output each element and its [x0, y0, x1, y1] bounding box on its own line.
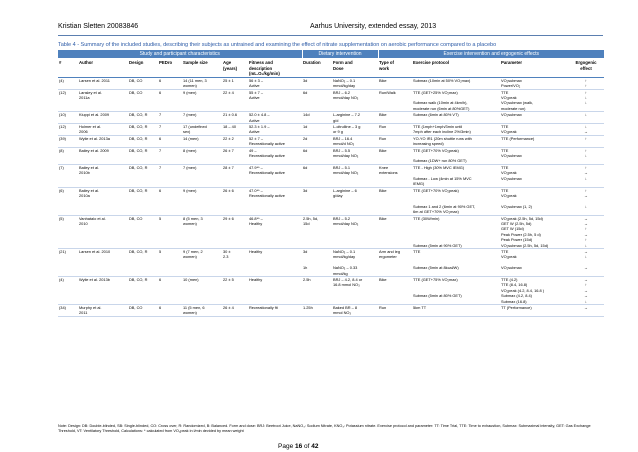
- study-number: (8): [58, 147, 78, 164]
- author-cell: Larsen et al. 2010: [78, 248, 128, 276]
- fitness-cell: 47.0** – Recreationally active: [248, 187, 302, 215]
- parameter-cell: TTE VO₂peak: [500, 124, 568, 136]
- age-cell: 29 ± 6: [222, 215, 248, 248]
- design-cell: DB, CO, R: [128, 248, 158, 276]
- design-cell: DB, CO: [128, 305, 158, 317]
- table-row: [58, 187, 604, 215]
- duration-cell: 3d: [302, 77, 332, 89]
- duration-cell: 3d: [302, 187, 332, 215]
- author-cell: Vanhatalo et al. 2010: [78, 215, 128, 248]
- sample-size-cell: 9 (men): [182, 89, 222, 112]
- header-institution: Aarhus University, extended essay, 2013: [310, 23, 437, 30]
- column-header-row: [58, 58, 604, 77]
- parameter-cell: VO₂peak (2.5h, 5d, 15d) GET W (2.5h, 5d) GET W (15d) Peak Power (2.5h, 5 d) Peak Power (15d) VO₂submax (2.5h, 5d, 15d): [500, 215, 568, 248]
- work-type-cell: Bike: [378, 215, 412, 248]
- column-header: Age (years): [222, 58, 248, 77]
- age-cell: 26 ± 4: [222, 305, 248, 317]
- protocol-cell: TTE (GET+70% VO₂peak) Submax (1DW+ run 80% GET): [412, 147, 500, 164]
- study-number: (5): [58, 215, 78, 248]
- parameter-cell: TTE VO₂submax: [500, 147, 568, 164]
- column-header: Sample size: [182, 58, 222, 77]
- work-type-cell: Bike: [378, 112, 412, 124]
- design-cell: DB, CO, R: [128, 147, 158, 164]
- fitness-cell: 52.0 ± 4.8 – Active: [248, 112, 302, 124]
- page-current: 16: [295, 443, 303, 450]
- pedro-cell: 6: [158, 187, 182, 215]
- pedro-cell: 6: [158, 135, 182, 147]
- age-cell: 25 ± 1: [222, 77, 248, 89]
- fitness-cell: 46.8** – Healthy: [248, 215, 302, 248]
- duration-cell: 1.25h: [302, 305, 332, 317]
- pedro-cell: 6: [158, 89, 182, 112]
- form-dose-cell: BRJ – 4.2, 8.4 or 16.8 mmol NO₃: [332, 277, 378, 305]
- duration-cell: 3d 1h: [302, 248, 332, 276]
- age-cell: 18 – 40: [222, 124, 248, 136]
- work-type-cell: Arm and leg ergometer: [378, 248, 412, 276]
- form-dose-cell: L-citrulline – 3 g or 9 g: [332, 124, 378, 136]
- table-body: [58, 77, 604, 316]
- design-cell: DB, CO, R: [128, 164, 158, 187]
- work-type-cell: Bike: [378, 147, 412, 164]
- sample-size-cell: 14 (11 men, 3 women): [182, 77, 222, 89]
- effect-cell: → ↓ →: [568, 248, 604, 276]
- author-cell: Bailey et al. 2010a: [78, 187, 128, 215]
- study-number: (12): [58, 124, 78, 136]
- form-dose-cell: BRJ – 5.1 mmol/day NO₃: [332, 164, 378, 187]
- sample-size-cell: 14 (men): [182, 135, 222, 147]
- page-number: [278, 443, 319, 450]
- effect-cell: → ↑ → → ↓: [568, 277, 604, 305]
- duration-cell: 2.5h, 5d, 15d: [302, 215, 332, 248]
- column-header: Duration: [302, 58, 332, 77]
- design-cell: DB, CO: [128, 89, 158, 112]
- duration-cell: 6d: [302, 89, 332, 112]
- table-row: [58, 305, 604, 317]
- effect-cell: ↓: [568, 112, 604, 124]
- fitness-cell: Healthy: [248, 277, 302, 305]
- parameter-cell: TT (Performance): [500, 305, 568, 317]
- parameter-cell: TTE VO₂peak VO₂submax: [500, 164, 568, 187]
- study-number: (4): [58, 77, 78, 89]
- column-header: Exercise protocol: [412, 58, 500, 77]
- form-dose-cell: BRJ – 6.2 mmol/day NO₃: [332, 89, 378, 112]
- protocol-cell: 5km TT: [412, 305, 500, 317]
- protocol-cell: TTE (GET+25% VO₂max) Submax walk (10min at 4km/h), moderate run (6min at 80%GET): [412, 89, 500, 112]
- design-cell: DB, CO, R: [128, 112, 158, 124]
- column-header: #: [58, 58, 78, 77]
- parameter-cell: TTE (Performance): [500, 135, 568, 147]
- author-cell: Wylie et al. 2013b: [78, 277, 128, 305]
- parameter-cell: VO₂submax Power/VO₂: [500, 77, 568, 89]
- duration-cell: 2.5h: [302, 277, 332, 305]
- protocol-cell: TTE (GET+70% VO₂peak) Submax 1 and 2 (6min at 90% GET, 6m at GET+70% VO₂max): [412, 187, 500, 215]
- form-dose-cell: L-arginine – 6 g/day: [332, 187, 378, 215]
- sample-size-cell: 17 (undefined sex): [182, 124, 222, 136]
- pedro-cell: 6: [158, 77, 182, 89]
- work-type-cell: Bike: [378, 187, 412, 215]
- duration-cell: 2d: [302, 135, 332, 147]
- design-cell: DB, CO, R: [128, 124, 158, 136]
- fitness-cell: 55 ± 7 – Active: [248, 89, 302, 112]
- page-prefix: Page: [278, 443, 295, 450]
- group-header-row: [58, 50, 604, 58]
- effect-cell: ↓ →: [568, 124, 604, 136]
- form-dose-cell: BRJ – 5.5 mmol/day NO₃: [332, 147, 378, 164]
- pedro-cell: 7: [158, 112, 182, 124]
- study-number: (6): [58, 187, 78, 215]
- author-cell: Kiuppi et al. 2009: [78, 112, 128, 124]
- effect-cell: ↑ → ↓: [568, 164, 604, 187]
- study-number: (34): [58, 305, 78, 317]
- sample-size-cell: 10 (men): [182, 277, 222, 305]
- sample-size-cell: 9 (7 men, 2 women): [182, 248, 222, 276]
- table-row: [58, 89, 604, 112]
- column-header: Ergogenic effect: [568, 58, 604, 77]
- form-dose-cell: BRJ – 16.4 mmol/d NO₃: [332, 135, 378, 147]
- header-divider: [58, 35, 603, 36]
- parameter-cell: TTE VO₂peak VO₂submax (walk, moderate run): [500, 89, 568, 112]
- protocol-cell: Submax (10min at 50% VO₂max): [412, 77, 500, 89]
- table-footnote: Note: Design: DB: Double-blinded, SB: Single-blinded, CO: Cross over, R: Randomized, B: Balanced. Form and dose: BRJ: Beetroot Juice, NaNO₃: Sodium Nitrate, KNO₃: Potassium nitrate. Exercise protocol and parameter: TT: Time Trial, TTE: Time to exhaustion, Submax: Submaximal intensity, GET: Gas Exchange Threshold, VT: Ventilatory Threshold, Calculations: * calculated from VO₂peak in l/min devided by mean weight: [58, 424, 591, 434]
- column-header: Parameter: [500, 58, 568, 77]
- protocol-cell: Submax (6min at 80% VT): [412, 112, 500, 124]
- column-header: Fitness and description (mL.O₂/kg/min): [248, 58, 302, 77]
- pedro-cell: 6: [158, 277, 182, 305]
- effect-cell: ↑ ↓: [568, 147, 604, 164]
- pedro-cell: 5: [158, 248, 182, 276]
- sample-size-cell: 7 (men): [182, 164, 222, 187]
- age-cell: 26 ± 6: [222, 187, 248, 215]
- author-cell: Holmer et al. 2006: [78, 124, 128, 136]
- protocol-cell: TTE Submax (5min at 8kcal/W): [412, 248, 500, 276]
- group-header-diet: Dietary intervention: [302, 50, 378, 58]
- studies-table: [58, 50, 604, 317]
- pedro-cell: 7: [158, 124, 182, 136]
- column-header: Author: [78, 58, 128, 77]
- fitness-cell: 49 – Recreationally active: [248, 147, 302, 164]
- work-type-cell: Run: [378, 135, 412, 147]
- work-type-cell: Bike: [378, 277, 412, 305]
- age-cell: 26 ± 7: [222, 147, 248, 164]
- header-author: Kristian Sletten 20083846: [58, 23, 139, 30]
- sample-size-cell: 11 (5 men, 6 women): [182, 305, 222, 317]
- study-number: (7): [58, 164, 78, 187]
- work-type-cell: Knee extensions: [378, 164, 412, 187]
- effect-cell: ↑ ↓ ↓: [568, 89, 604, 112]
- work-type-cell: Run: [378, 124, 412, 136]
- table-row: [58, 164, 604, 187]
- pedro-cell: 7: [158, 164, 182, 187]
- page-total: 42: [311, 443, 319, 450]
- table-row: [58, 277, 604, 305]
- effect-cell: → → ↑ → ↑ ↓: [568, 215, 604, 248]
- table-row: [58, 147, 604, 164]
- design-cell: DB, CO, R: [128, 135, 158, 147]
- form-dose-cell: NaNO₃ – 0.1 mmol/kg/day: [332, 77, 378, 89]
- age-cell: 22 ± 5: [222, 277, 248, 305]
- age-cell: 28 ± 7: [222, 164, 248, 187]
- author-cell: Bailey et al. 2010b: [78, 164, 128, 187]
- duration-cell: 1d: [302, 124, 332, 136]
- protocol-cell: YO-YO IR1 (20m shuttle runs with increasing speed): [412, 135, 500, 147]
- duration-cell: 6d: [302, 147, 332, 164]
- author-cell: Bailey et al. 2009: [78, 147, 128, 164]
- fitness-cell: Healthy: [248, 248, 302, 276]
- pedro-cell: 5: [158, 215, 182, 248]
- column-header: Type of work: [378, 58, 412, 77]
- table-caption: Table 4 - Summary of the included studies, describing their subjects as untrained and examining the effect of nitrate supplementation on aerobic performance compared to a placebo: [58, 42, 497, 48]
- column-header: Form and Dose: [332, 58, 378, 77]
- effect-cell: ↑: [568, 135, 604, 147]
- author-cell: Wylie et al. 2013a: [78, 135, 128, 147]
- form-dose-cell: NaNO₃ – 0.1 mmol/kg/day NaNO₃ – 0.33 mmol/kg: [332, 248, 378, 276]
- protocol-cell: TTE (30W/min) Submax (5min at 90% GET): [412, 215, 500, 248]
- work-type-cell: Bike: [378, 77, 412, 89]
- study-number: (21): [58, 248, 78, 276]
- page-of: of: [302, 443, 312, 450]
- protocol-cell: TTE (1mph+1mph/3min until 7mph after each incline 2%/3min): [412, 124, 500, 136]
- author-cell: Lansley et al. 2011a: [78, 89, 128, 112]
- sample-size-cell: 8 (5 men, 3 women): [182, 215, 222, 248]
- sample-size-cell: 7 (men): [182, 112, 222, 124]
- fitness-cell: 56 ± 3 – Active: [248, 77, 302, 89]
- age-cell: 21 ± 0.6: [222, 112, 248, 124]
- form-dose-cell: BRJ – 5.2 mmol/day NO₃: [332, 215, 378, 248]
- parameter-cell: TTE VO₂peak VO₂submax (1, 2): [500, 187, 568, 215]
- sample-size-cell: 9 (men): [182, 187, 222, 215]
- effect-cell: ↑ → ↓: [568, 187, 604, 215]
- fitness-cell: 47.9** – Recreationally active: [248, 164, 302, 187]
- group-header-study: Study and participant characteristics: [58, 50, 302, 58]
- group-header-exercise: Exercise intervention and ergogenic effects: [378, 50, 604, 58]
- study-number: (39): [58, 135, 78, 147]
- protocol-cell: TTE (GET+75% VO₂max) Submax (5min at 80% GET): [412, 277, 500, 305]
- effect-cell: →: [568, 305, 604, 317]
- parameter-cell: TTE VO₂peak VO₂submax: [500, 248, 568, 276]
- design-cell: DB, CO, R: [128, 277, 158, 305]
- fitness-cell: 52.3 ± 1.9 – Active: [248, 124, 302, 136]
- pedro-cell: 6: [158, 305, 182, 317]
- design-cell: DB, CO, R: [128, 187, 158, 215]
- column-header: PEDro: [158, 58, 182, 77]
- study-number: (12): [58, 89, 78, 112]
- age-cell: 22 ± 2: [222, 135, 248, 147]
- age-cell: 30 ± 2.3: [222, 248, 248, 276]
- table-row: [58, 135, 604, 147]
- form-dose-cell: Baked BR – 8 mmol NO₃: [332, 305, 378, 317]
- effect-cell: ↑ ↑: [568, 77, 604, 89]
- duration-cell: 6d: [302, 164, 332, 187]
- form-dose-cell: L-arginine – 7.2 g/d: [332, 112, 378, 124]
- parameter-cell: TTE (4.2) TTE (8.4, 16.8) VO₂peak (4.2, 8.4, 16.8 ) Submax (4.2, 8.4) Submax (16.8): [500, 277, 568, 305]
- sample-size-cell: 8 (men): [182, 147, 222, 164]
- work-type-cell: Run/Walk: [378, 89, 412, 112]
- study-number: (10): [58, 112, 78, 124]
- study-number: (4): [58, 277, 78, 305]
- column-header: Design: [128, 58, 158, 77]
- design-cell: DB, CO: [128, 77, 158, 89]
- design-cell: DB, CO: [128, 215, 158, 248]
- table-row: [58, 112, 604, 124]
- table-row: [58, 215, 604, 248]
- duration-cell: 14d: [302, 112, 332, 124]
- age-cell: 22 ± 4: [222, 89, 248, 112]
- pedro-cell: 7: [158, 147, 182, 164]
- fitness-cell: Recreationally fit: [248, 305, 302, 317]
- table-row: [58, 77, 604, 89]
- work-type-cell: Run: [378, 305, 412, 317]
- protocol-cell: TTE - High (30% MVC IEMG) Submax - Low (4min at 15% MVC IEMG): [412, 164, 500, 187]
- author-cell: Larsen et al. 2011: [78, 77, 128, 89]
- parameter-cell: VO₂submax: [500, 112, 568, 124]
- table-row: [58, 248, 604, 276]
- table-row: [58, 124, 604, 136]
- fitness-cell: 52 ± 7 – Recreationally active: [248, 135, 302, 147]
- author-cell: Murphy et al. 2011: [78, 305, 128, 317]
